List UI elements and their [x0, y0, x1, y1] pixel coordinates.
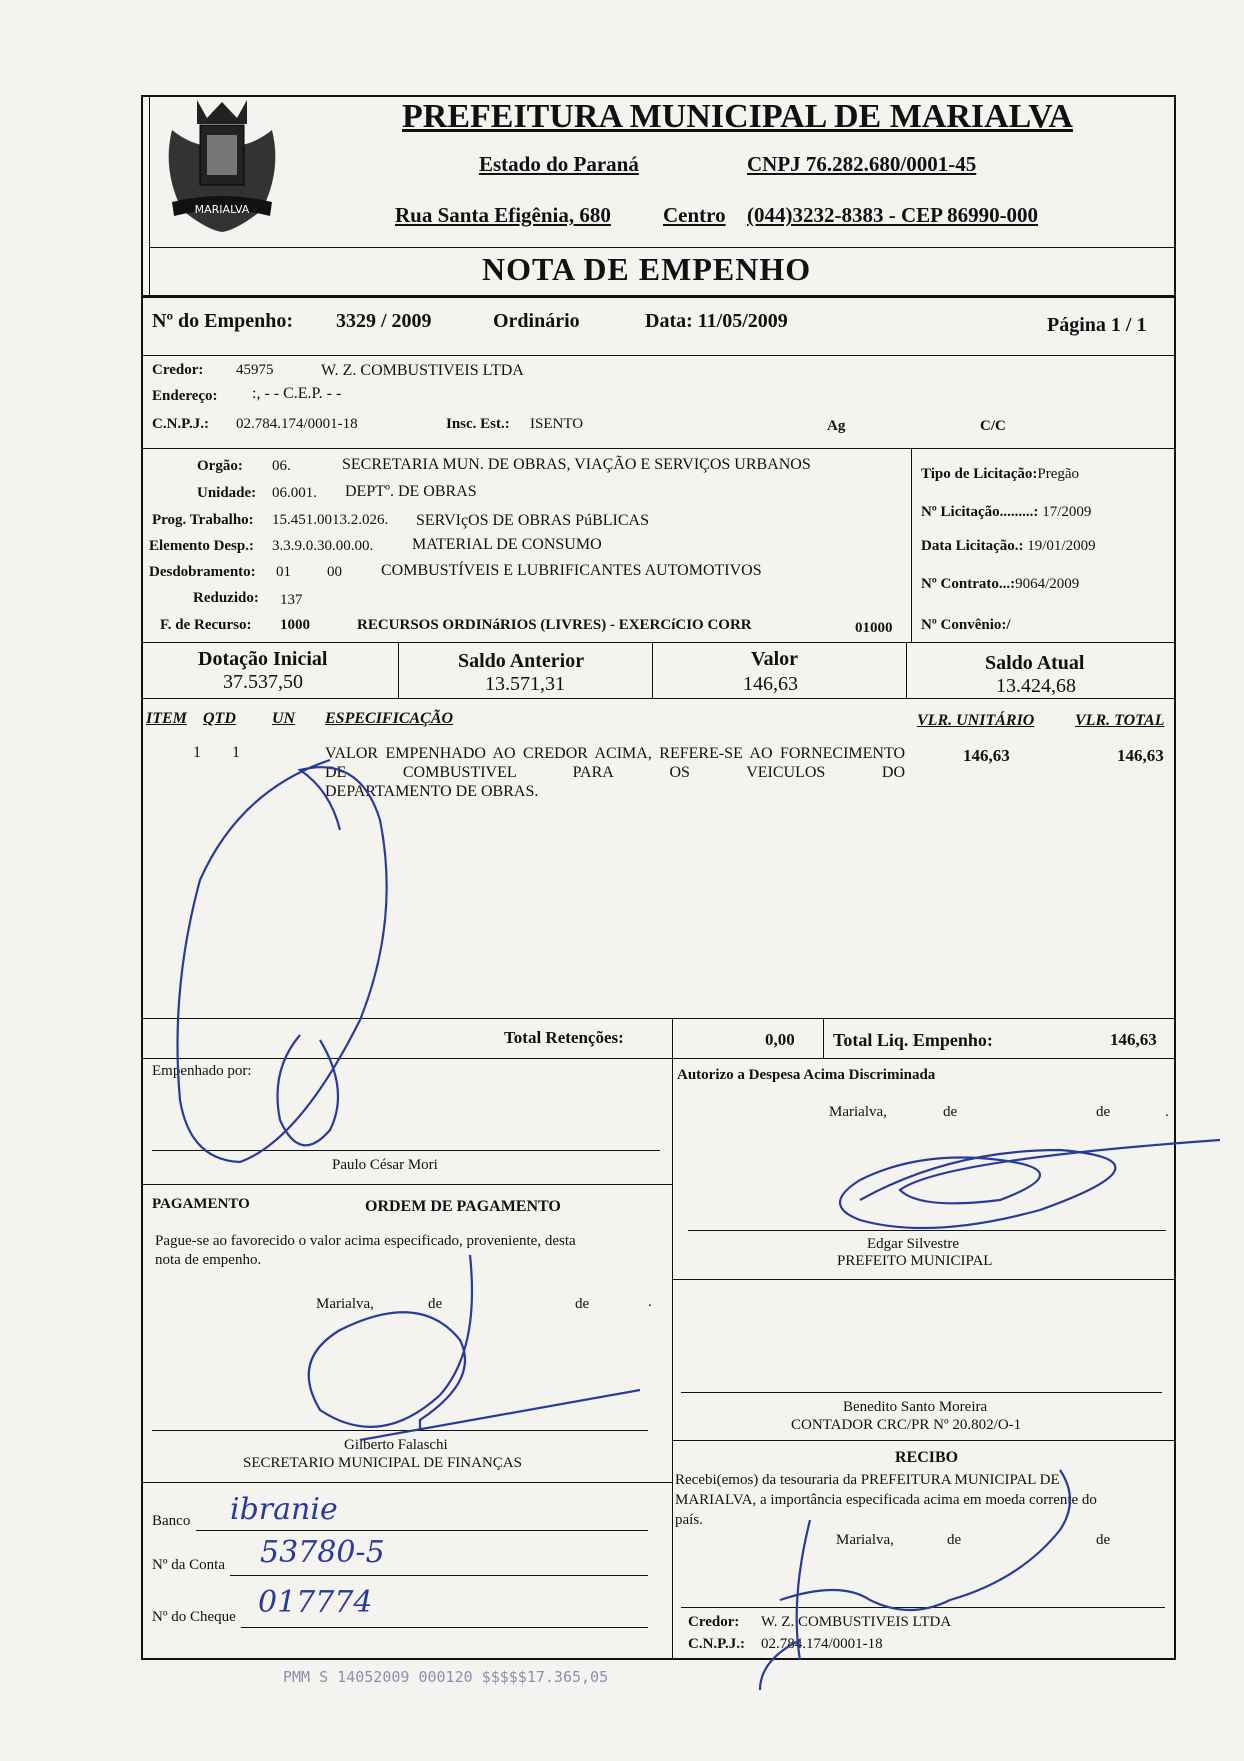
- header-title: PREFEITURA MUNICIPAL DE MARIALVA: [402, 98, 1073, 135]
- page-number: Página 1 / 1: [1047, 314, 1147, 336]
- recibo-cnpj: 02.784.174/0001-18: [761, 1636, 883, 1652]
- recibo-label: RECIBO: [895, 1449, 959, 1466]
- item-total-value: 146,63: [1117, 746, 1164, 765]
- total-retencoes-value: 0,00: [765, 1030, 795, 1049]
- recibo-text-1: Recebi(emos) da tesouraria da PREFEITURA MUNICIPAL DE: [675, 1472, 1060, 1488]
- contador-name: Benedito Santo Moreira: [843, 1399, 988, 1415]
- header-street: Rua Santa Efigênia, 680: [395, 203, 611, 227]
- autorizo-de1: de: [943, 1104, 958, 1120]
- secretario-title: SECRETARIO MUNICIPAL DE FINANÇAS: [243, 1455, 522, 1471]
- recibo-de2: de: [1096, 1532, 1111, 1548]
- dotacao-inicial-label: Dotação Inicial: [198, 648, 328, 670]
- prog-name: SERVIçOS DE OBRAS PúBLICAS: [416, 512, 649, 529]
- fonte-label: F. de Recurso:: [160, 617, 252, 633]
- autorizo-de2: de: [1096, 1104, 1111, 1120]
- ordem-pagamento-label: ORDEM DE PAGAMENTO: [365, 1198, 561, 1215]
- desdobramento-label: Desdobramento:: [149, 564, 256, 580]
- elemento-label: Elemento Desp.:: [149, 538, 254, 554]
- insc-label: Insc. Est.:: [446, 416, 510, 432]
- recibo-de1: de: [947, 1532, 962, 1548]
- valor-label: Valor: [751, 648, 799, 670]
- header-cnpj: CNPJ 76.282.680/0001-45: [747, 152, 977, 176]
- col-item: ITEM: [146, 710, 187, 727]
- cc-label: C/C: [980, 418, 1006, 434]
- credor-label: Credor:: [152, 362, 204, 378]
- cheque-label: Nº do Cheque: [152, 1609, 236, 1625]
- desdobramento-b: 00: [327, 564, 342, 580]
- elemento-name: MATERIAL DE CONSUMO: [412, 536, 602, 553]
- total-liq-value: 146,63: [1110, 1030, 1157, 1049]
- licitacao-type-label: Tipo de Licitação:Pregão: [921, 466, 1080, 482]
- unidade-name: DEPTº. DE OBRAS: [345, 483, 477, 500]
- header-state: Estado do Paraná: [479, 152, 639, 176]
- item-qtd: 1: [232, 744, 240, 761]
- unidade-label: Unidade:: [197, 485, 257, 501]
- saldo-atual-value: 13.424,68: [996, 675, 1076, 697]
- empenhado-label: Empenhado por:: [152, 1063, 252, 1079]
- recibo-cnpj-label: C.N.P.J.:: [688, 1636, 745, 1652]
- banco-handwriting: ibranie: [230, 1492, 338, 1527]
- col-total: VLR. TOTAL: [1075, 712, 1165, 729]
- total-liq-label: Total Liq. Empenho:: [833, 1030, 993, 1050]
- contrato-number: Nº Contrato...:9064/2009: [921, 576, 1080, 592]
- col-qtd: QTD: [203, 710, 236, 727]
- conta-label: Nº da Conta: [152, 1557, 225, 1573]
- empenho-number: 3329 / 2009: [336, 310, 432, 332]
- pagamento-label: PAGAMENTO: [152, 1196, 250, 1212]
- empenho-type: Ordinário: [493, 310, 580, 332]
- item-number: 1: [193, 744, 201, 761]
- empenhado-name: Paulo César Mori: [332, 1157, 438, 1173]
- pagamento-de1: de: [428, 1296, 443, 1312]
- orgao-code: 06.: [272, 458, 291, 474]
- reduzido-label: Reduzido:: [193, 590, 259, 606]
- credor-code: 45975: [236, 362, 274, 378]
- pagamento-text-2: nota de empenho.: [155, 1252, 262, 1268]
- credor-cnpj: 02.784.174/0001-18: [236, 416, 358, 432]
- prefeito-name: Edgar Silvestre: [867, 1236, 960, 1252]
- recibo-credor-label: Credor:: [688, 1614, 740, 1630]
- fonte-code: 1000: [280, 617, 310, 633]
- secretario-name: Gilberto Falaschi: [344, 1437, 448, 1453]
- prog-code: 15.451.0013.2.026.: [272, 512, 389, 528]
- cheque-handwriting: 017774: [258, 1585, 373, 1620]
- ag-label: Ag: [827, 418, 846, 434]
- elemento-code: 3.3.9.0.30.00.00.: [272, 538, 374, 554]
- conta-handwriting: 53780-5: [260, 1535, 385, 1570]
- document-title: NOTA DE EMPENHO: [482, 251, 812, 287]
- prog-label: Prog. Trabalho:: [152, 512, 254, 528]
- reduzido-value: 137: [280, 592, 303, 608]
- orgao-label: Orgão:: [197, 458, 243, 474]
- address-value: :, - - C.E.P. - -: [252, 385, 342, 402]
- item-unit-value: 146,63: [963, 746, 1010, 765]
- recibo-place: Marialva,: [836, 1532, 894, 1548]
- unidade-code: 06.001.: [272, 485, 317, 501]
- recibo-credor-name: W. Z. COMBUSTIVEIS LTDA: [761, 1614, 952, 1630]
- prefeito-title: PREFEITO MUNICIPAL: [837, 1253, 993, 1269]
- saldo-anterior-label: Saldo Anterior: [458, 650, 585, 672]
- recibo-text-3: país.: [675, 1512, 703, 1528]
- col-unit: VLR. UNITÁRIO: [917, 712, 1035, 729]
- pagamento-place: Marialva,: [316, 1296, 374, 1312]
- address-label: Endereço:: [152, 388, 218, 404]
- desdobramento-a: 01: [276, 564, 291, 580]
- desdobramento-name: COMBUSTÍVEIS E LUBRIFICANTES AUTOMOTIVOS: [381, 562, 762, 579]
- banco-label: Banco: [152, 1513, 191, 1529]
- machine-stamp: PMM S 14052009 000120 $$$$$17.365,05: [283, 1668, 609, 1686]
- fonte-name: RECURSOS ORDINáRIOS (LIVRES) - EXERCíCIO CORR: [357, 617, 752, 633]
- insc-value: ISENTO: [530, 416, 584, 432]
- valor-value: 146,63: [743, 673, 798, 695]
- autorizo-label: Autorizo a Despesa Acima Discriminada: [677, 1067, 936, 1083]
- autorizo-place: Marialva,: [829, 1104, 887, 1120]
- contador-title: CONTADOR CRC/PR Nº 20.802/O-1: [791, 1417, 1022, 1433]
- dotacao-inicial-value: 37.537,50: [223, 671, 303, 693]
- convenio-number: Nº Convênio:/: [921, 617, 1011, 633]
- svg-text:MARIALVA: MARIALVA: [194, 203, 250, 216]
- pagamento-dot: .: [648, 1294, 652, 1310]
- orgao-name: SECRETARIA MUN. DE OBRAS, VIAÇÃO E SERVIÇOS URBANOS: [342, 456, 811, 473]
- licitacao-number: Nº Licitação.........: 17/2009: [921, 504, 1092, 520]
- item-specification-2: DEPARTAMENTO DE OBRAS.: [325, 783, 539, 800]
- saldo-atual-label: Saldo Atual: [985, 652, 1085, 674]
- recibo-text-2: MARIALVA, a importância especificada acima em moeda corrente do: [675, 1492, 1097, 1508]
- col-un: UN: [272, 710, 296, 727]
- credor-cnpj-label: C.N.P.J.:: [152, 416, 209, 432]
- saldo-anterior-value: 13.571,31: [485, 673, 565, 695]
- empenho-date: Data: 11/05/2009: [645, 310, 788, 332]
- fonte-num: 01000: [855, 620, 893, 636]
- col-espec: ESPECIFICAÇÃO: [325, 710, 454, 727]
- pagamento-de2: de: [575, 1296, 590, 1312]
- pagamento-text-1: Pague-se ao favorecido o valor acima especificado, proveniente, desta: [155, 1233, 576, 1249]
- licitacao-date: Data Licitação.: 19/01/2009: [921, 538, 1096, 554]
- empenho-number-label: Nº do Empenho:: [152, 310, 294, 332]
- header-phone-cep: (044)3232-8383 - CEP 86990-000: [747, 203, 1039, 227]
- autorizo-dot: .: [1165, 1104, 1169, 1120]
- total-retencoes-label: Total Retenções:: [504, 1028, 624, 1047]
- header-district: Centro: [663, 203, 726, 227]
- credor-name: W. Z. COMBUSTIVEIS LTDA: [321, 362, 524, 379]
- item-specification: VALOR EMPENHADO AO CREDOR ACIMA, REFERE-SE AO FORNECIMENTO DE COMBUSTIVEL PARA OS VEICULOS DO: [325, 745, 905, 781]
